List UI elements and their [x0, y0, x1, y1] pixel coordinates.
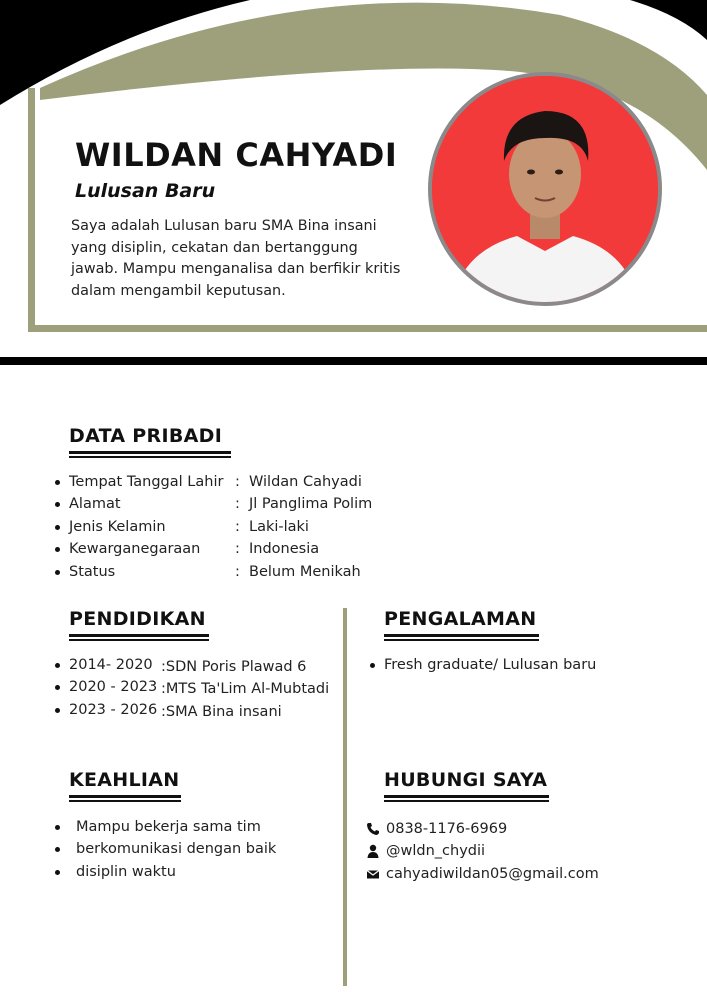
bullet-icon: [55, 547, 60, 552]
mail-icon: [366, 867, 380, 881]
job-subtitle: Lulusan Baru: [75, 180, 216, 202]
title-underline: [69, 795, 181, 802]
list-item: Alamat : Jl Panglima Polim: [53, 493, 453, 515]
education-list: [53, 654, 343, 721]
list-item: 2020 - 2023 :MTS Ta'Lim Al-Mubtadi: [53, 676, 343, 698]
title-underline: [384, 795, 549, 802]
list-item: 2023 - 2026 :SMA Bina insani: [53, 699, 343, 721]
section-title: PENDIDIKAN: [69, 608, 206, 630]
bullet-icon: [55, 685, 60, 690]
bullet-icon: [55, 502, 60, 507]
black-corner: [630, 0, 707, 40]
column-divider: [343, 608, 347, 986]
section-title: HUBUNGI SAYA: [384, 769, 548, 791]
bullet-icon: [55, 525, 60, 530]
list-item: disiplin waktu: [53, 861, 333, 883]
list-item: Kewarganegaraan : Indonesia: [53, 538, 453, 560]
email-address: cahyadiwildan05@gmail.com: [386, 865, 599, 882]
list-item: Fresh graduate/ Lulusan baru: [368, 654, 688, 676]
phone-icon: [366, 822, 380, 836]
instagram-handle: @wldn_chydii: [386, 843, 486, 860]
pengalaman-section: [384, 608, 539, 641]
profile-photo: [428, 72, 662, 306]
hubungi-section: [384, 769, 549, 802]
olive-left-bar: [28, 88, 35, 332]
contact-list: [366, 818, 696, 885]
person-avatar-icon: [432, 76, 658, 302]
section-title: KEAHLIAN: [69, 769, 180, 791]
bullet-icon: [55, 825, 60, 830]
bullet-icon: [55, 663, 60, 668]
pendidikan-section: [69, 608, 209, 641]
contact-instagram: [366, 840, 696, 862]
full-name: WILDAN CAHYADI: [75, 136, 398, 174]
personal-data-list: [53, 471, 453, 583]
list-item: Jenis Kelamin : Laki-laki: [53, 516, 453, 538]
list-item: berkomunikasi dengan baik: [53, 838, 333, 860]
profile-summary: Saya adalah Lulusan baru SMA Bina insani yang disiplin, cekatan dan bertanggung jawab. Mampu menganalisa dan berfikir kritis dalam mengambil keputusan.: [71, 218, 401, 299]
list-item: Status : Belum Menikah: [53, 561, 453, 583]
section-title: DATA PRIBADI: [69, 425, 223, 447]
phone-number: 0838-1176-6969: [386, 821, 508, 837]
title-underline: [69, 634, 209, 641]
bullet-icon: [55, 847, 60, 852]
list-item: Tempat Tanggal Lahir : Wildan Cahyadi: [53, 471, 453, 493]
section-divider: [0, 357, 707, 365]
bullet-icon: [55, 870, 60, 875]
keahlian-section: [69, 769, 181, 802]
list-item: 2014- 2020 :SDN Poris Plawad 6: [53, 654, 343, 676]
experience-list: [368, 654, 688, 676]
bullet-icon: [55, 708, 60, 713]
olive-bottom-bar: [28, 325, 707, 332]
bullet-icon: [370, 663, 375, 668]
skills-list: [53, 816, 333, 883]
contact-email: [366, 863, 696, 885]
list-item: Mampu bekerja sama tim: [53, 816, 333, 838]
section-title: PENGALAMAN: [384, 608, 537, 630]
user-icon: [366, 844, 380, 858]
title-underline: [69, 451, 231, 458]
title-underline: [384, 634, 539, 641]
bullet-icon: [55, 570, 60, 575]
contact-phone: [366, 818, 696, 840]
bullet-icon: [55, 480, 60, 485]
data-pribadi-section: [69, 425, 231, 458]
